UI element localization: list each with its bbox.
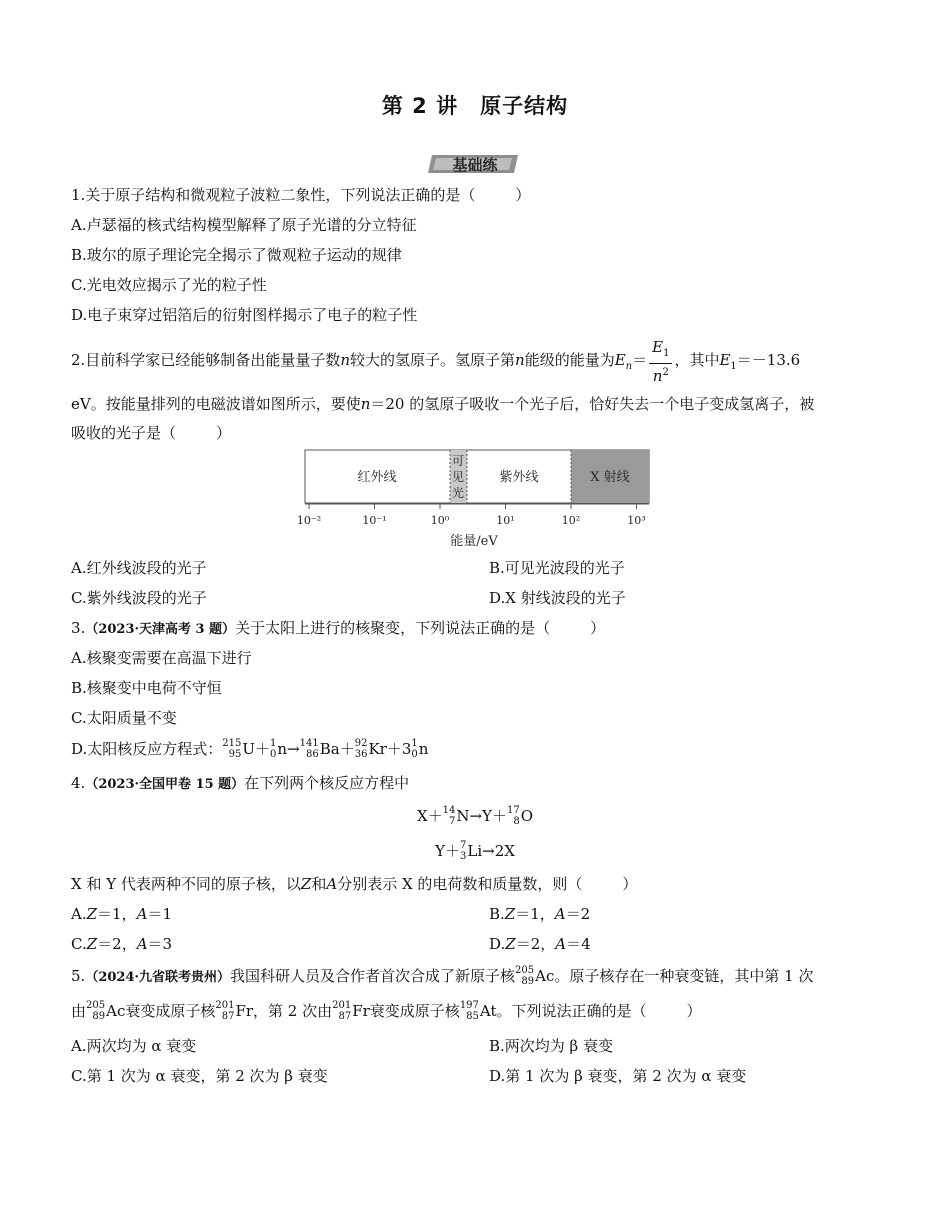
q5-option-b: B.两次均为 β 衰变 — [489, 1037, 613, 1055]
q4-source: （2023·全国甲卷 15 题） — [85, 777, 245, 792]
q4-option-a: A.Z＝1，A＝1 — [71, 905, 172, 923]
band-visible-2: 见 — [451, 470, 465, 484]
band-visible-1: 可 — [451, 454, 465, 468]
axis-tick-label: 10² — [561, 514, 581, 527]
q1-option-a: A.卢瑟福的核式结构模型解释了原子光谱的分立特征 — [71, 216, 417, 234]
axis-tick-label: 10⁻¹ — [362, 514, 387, 527]
q3-source: （2023·天津高考 3 题） — [85, 622, 236, 637]
q5-option-a: A.两次均为 α 衰变 — [71, 1037, 197, 1055]
q4-equation-1: X＋ 14 7 N→Y＋ 17 8 O — [416, 805, 534, 827]
q4-option-b: B.Z＝1，A＝2 — [489, 905, 591, 923]
q3-option-b: B.核聚变中电荷不守恒 — [71, 679, 222, 697]
q5-option-c: C.第 1 次为 α 衰变，第 2 次为 β 衰变 — [71, 1067, 328, 1085]
q2-option-c: C.紫外线波段的光子 — [71, 589, 207, 607]
q2-stem-line2: eV。按能量排列的电磁波谱如图所示，要使n＝20 的氢原子吸收一个光子后，恰好失去一个电子变成氢离子，被 — [71, 395, 815, 413]
q2-stem-line1: 2.目前科学家已经能够制备出能量量子数n较大的氢原子。氢原子第n能级的能量为$E_n=$ $\frac{E_1}{n^2}$ ，其中$E_1=-13.6$ — [71, 337, 801, 385]
axis-tick-label: 10⁰ — [430, 514, 450, 527]
q1-option-b: B.玻尔的原子理论完全揭示了微观粒子运动的规律 — [71, 246, 402, 264]
q2-option-a: A.红外线波段的光子 — [71, 559, 207, 577]
q5-source: （2024·九省联考贵州） — [85, 970, 231, 985]
axis-label: 能量/eV — [450, 534, 498, 549]
lecture-number: 第 2 讲 — [381, 94, 459, 118]
axis-ticks — [297, 504, 646, 527]
q3-option-a: A.核聚变需要在高温下进行 — [71, 649, 252, 667]
em-spectrum-svg — [297, 448, 652, 550]
q2-stem-line3: 吸收的光子是（ ） — [71, 424, 232, 442]
band-infrared: 红外线 — [357, 470, 397, 485]
em-spectrum-figure — [297, 448, 652, 550]
axis-tick-label: 10⁻² — [297, 514, 322, 527]
q3-stem: 3.（2023·天津高考 3 题）关于太阳上进行的核聚变，下列说法正确的是（ ） — [71, 619, 606, 637]
q1-option-d: D.电子束穿过铝箔后的衍射图样揭示了电子的粒子性 — [71, 306, 418, 324]
q2-option-b: B.可见光波段的光子 — [489, 559, 625, 577]
page-title — [0, 90, 950, 120]
q4-option-c: C.Z＝2，A＝3 — [71, 935, 173, 953]
section-badge — [428, 153, 522, 175]
q5-option-d: D.第 1 次为 β 衰变，第 2 次为 α 衰变 — [489, 1067, 747, 1085]
q5-stem-line1: 5.（2024·九省联考贵州）我国科研人员及合作者首次合成了新原子核 205 89 Ac。原子核存在一种衰变链，其中第 1 次 — [71, 965, 814, 987]
energy-fraction: $\frac{E_1}{n^2}$ — [649, 338, 672, 385]
band-visible-3: 光 — [451, 486, 465, 500]
q4-equation-2: Y＋ 7 3 Li→2X — [435, 840, 515, 862]
band-ultraviolet: 紫外线 — [499, 470, 539, 485]
q3-option-d: D.太阳核反应方程式： 215 95 U＋ 1 0 n→ 141 86 Ba＋ 92 36 Kr＋3 1 0 n — [71, 738, 429, 760]
q1-stem: 1.关于原子结构和微观粒子波粒二象性，下列说法正确的是（ ） — [71, 186, 531, 204]
axis-tick-label: 10³ — [627, 514, 646, 527]
q1-option-c: C.光电效应揭示了光的粒子性 — [71, 276, 267, 294]
q5-stem-line2: 由 205 89 Ac衰变成原子核 201 87 Fr，第 2 次由 201 87 Fr衰变成原子核 197 85 At。下列说法正确的是（ ） — [71, 1000, 702, 1022]
q4-stem: 4.（2023·全国甲卷 15 题）在下列两个核反应方程中 — [71, 774, 410, 792]
q3-option-c: C.太阳质量不变 — [71, 709, 177, 727]
axis-tick-label: 10¹ — [496, 514, 515, 527]
q4-question: X 和 Y 代表两种不同的原子核，以Z和A分别表示 X 的电荷数和质量数，则（ ） — [71, 875, 638, 893]
q2-option-d: D.X 射线波段的光子 — [489, 589, 626, 607]
lecture-topic: 原子结构 — [480, 94, 569, 118]
band-xray: X 射线 — [590, 470, 630, 485]
section-badge-label: 基础练 — [452, 156, 498, 174]
q4-option-d: D.Z＝2，A＝4 — [489, 935, 591, 953]
